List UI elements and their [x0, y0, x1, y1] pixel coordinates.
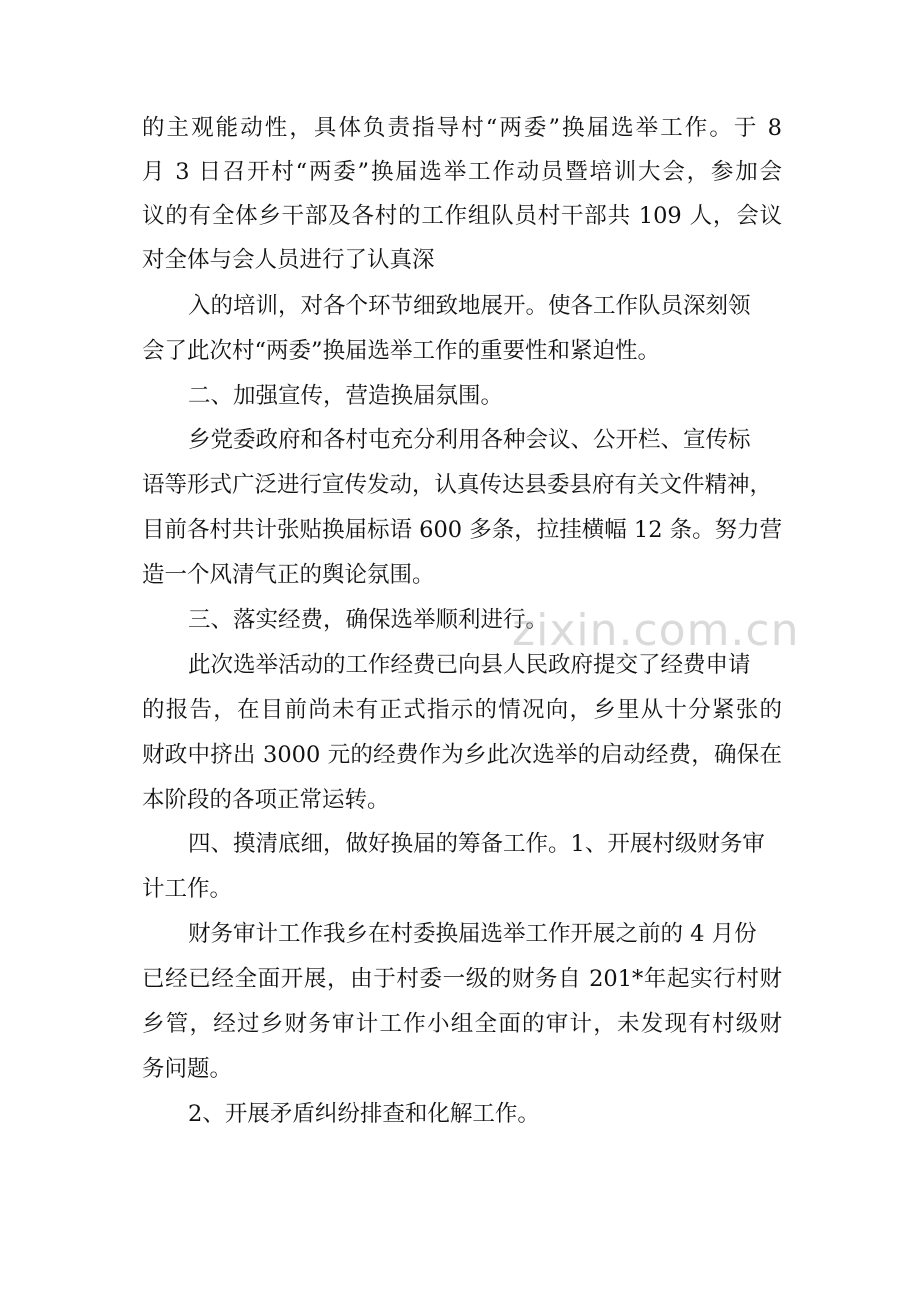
text-line: 本阶段的各项正常运转。 [142, 787, 390, 813]
text-line: 会了此次村“两委”换届选举工作的重要性和紧迫性。 [142, 338, 661, 364]
text-line: 议的有全体乡干部及各村的工作组队员村干部共 109 人，会议 [142, 203, 782, 229]
section-heading: 二、加强宣传，营造换届氛围。 [188, 383, 504, 409]
text-line: 的主观能动性，具体负责指导村“两委”换届选举工作。于 8 [142, 115, 782, 141]
text-line: 计工作。 [142, 876, 233, 902]
text-line: 已经已经全面开展，由于村委一级的财务自 201*年起实行村财 [142, 966, 782, 992]
text-line: 目前各村共计张贴换届标语 600 多条，拉挂横幅 12 条。努力营 [142, 517, 783, 543]
text-line: 语等形式广泛进行宣传发动，认真传达县委县府有关文件精神， [142, 472, 773, 498]
text-line: 财务审计工作我乡在村委换届选举工作开展之前的 4 月份 [188, 921, 757, 947]
watermark: zixin.com.cn [512, 605, 800, 656]
text-line: 造一个风清气正的舆论氛围。 [142, 562, 435, 588]
text-line: 乡党委政府和各村屯充分利用各种会议、公开栏、宣传标 [188, 427, 751, 453]
section-heading: 四、摸清底细，做好换届的筹备工作。1、开展村级财务审 [188, 831, 765, 857]
text-line: 财政中挤出 3000 元的经费作为乡此次选举的启动经费，确保在 [142, 742, 782, 768]
text-line: 对全体与会人员进行了认真深 [142, 247, 435, 273]
text-line: 乡管，经过乡财务审计工作小组全面的审计，未发现有村级财 [142, 1011, 782, 1037]
text-line: 月 3 日召开村“两委”换届选举工作动员暨培训大会，参加会 [142, 159, 782, 185]
text-line: 入的培训，对各个环节细致地展开。使各工作队员深刻领 [188, 293, 751, 319]
text-line: 的报告，在目前尚未有正式指示的情况向，乡里从十分紧张的 [142, 697, 782, 723]
section-heading: 2、开展矛盾纠纷排查和化解工作。 [188, 1101, 540, 1127]
section-heading: 三、落实经费，确保选举顺利进行。 [188, 607, 549, 633]
text-line: 务问题。 [142, 1056, 233, 1082]
text-line: 此次选举活动的工作经费已向县人民政府提交了经费申请 [188, 652, 751, 678]
